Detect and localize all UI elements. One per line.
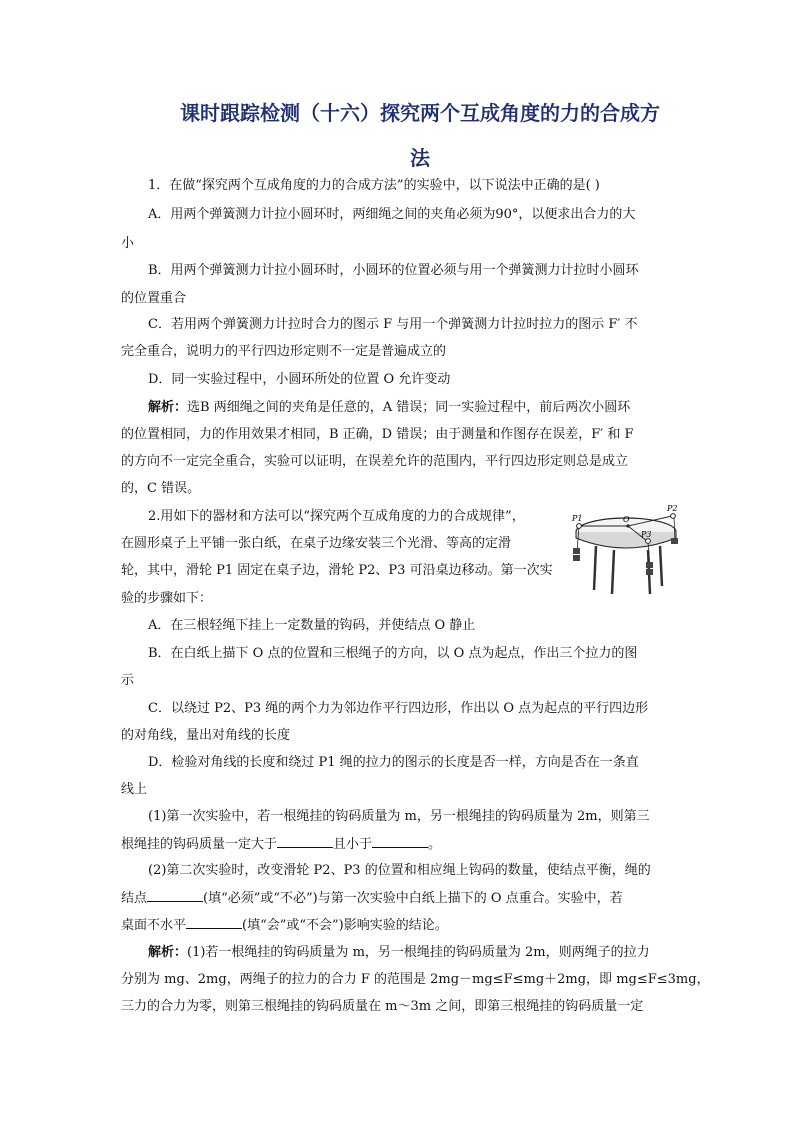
answer-blank-knot[interactable] xyxy=(147,889,203,902)
q1-answer-line-2: 的位置相同，力的作用效果才相同，B 正确，D 错误；由于测量和作图存在误差，F′ 和 F xyxy=(121,427,634,442)
q1-option-c-line-2: 完全重合，说明力的平行四边形定则不一定是普遍成立的 xyxy=(121,344,447,359)
q2-part-2-text-c: 桌面不水平 xyxy=(121,918,187,933)
answer-blank-level[interactable] xyxy=(186,916,242,929)
q2-part-1-text-a: 根绳挂的钩码质量一定大于 xyxy=(121,837,278,852)
q1-option-a-line-1: A．用两个弹簧测力计拉小圆环时，两细绳之间的夹角必须为90°，以便求出合力的大 xyxy=(148,207,636,222)
q1-answer-text: 选B 两细绳之间的夹角是任意的，A 错误；同一实验过程中，前后两次小圆环 xyxy=(187,400,631,415)
q1-option-a-line-2: 小 xyxy=(121,236,135,251)
pulley-p1 xyxy=(577,524,582,529)
q2-part-2-line-1: (2)第二次实验时，改变滑轮 P2、P3 的位置和相应绳上钩码的数量，使结点平衡，绳的 xyxy=(148,863,651,878)
answer-blank-lower[interactable] xyxy=(277,835,333,848)
page-title-line-2: 法 xyxy=(410,146,430,170)
q1-option-c-line-1: C．若用两个弹簧测力计拉时合力的图示 F 与用一个弹簧测力计拉时拉力的图示 F′ 不 xyxy=(148,317,638,332)
q1-answer-label: 解析： xyxy=(148,400,188,415)
q2-part-1-text-c: 。 xyxy=(428,837,442,852)
round-table-diagram xyxy=(568,504,686,596)
label-p3: P3 xyxy=(641,530,652,539)
q2-part-2-text-a: 结点 xyxy=(121,891,148,906)
label-p2: P2 xyxy=(667,504,678,513)
q2-part-2-line-2 xyxy=(121,889,623,908)
q1-stem: 1．在做“探究两个互成角度的力的合成方法”的实验中，以下说法中正确的是( ) xyxy=(148,178,600,193)
q1-answer-line-3: 的方向不一定完全重合，实验可以证明，在误差允许的范围内，平行四边形定则总是成立 xyxy=(121,454,629,469)
q2-intro-line-3: 轮，其中，滑轮 P1 固定在桌子边，滑轮 P2、P3 可沿桌边移动。第一次实 xyxy=(121,563,553,578)
q2-step-b-line-2: 示 xyxy=(121,673,135,688)
q2-intro-line-2: 在圆形桌子上平铺一张白纸，在桌子边缘安装三个光滑、等高的定滑 xyxy=(121,536,512,551)
q2-step-c-line-2: 的对角线，量出对角线的长度 xyxy=(121,728,291,743)
q1-answer-line-4: 的，C 错误。 xyxy=(121,481,201,496)
q2-part-1-line-1: (1)第一次实验中，若一根绳挂的钩码质量为 m，另一根绳挂的钩码质量为 2m，则第三 xyxy=(148,809,650,824)
knot-o xyxy=(626,524,629,527)
q1-answer-line-1 xyxy=(148,399,630,417)
q2-intro-line-1: 2.用如下的器材和方法可以“探究两个互成角度的力的合成规律”， xyxy=(148,509,525,524)
q1-option-d: D．同一实验过程中，小圆环所处的位置 O 允许变动 xyxy=(148,372,451,387)
q2-part-1-text-b: 且小于 xyxy=(333,837,373,852)
q2-answer-text: (1)若一根绳挂的钩码质量为 m，另一根绳挂的钩码质量为 2m，则两绳子的拉力 xyxy=(187,945,650,960)
label-o: O xyxy=(623,515,630,524)
q2-step-a: A．在三根轻绳下挂上一定数量的钩码，并使结点 O 静止 xyxy=(148,618,476,633)
q2-step-b-line-1: B．在白纸上描下 O 点的位置和三根绳子的方向，以 O 点为起点，作出三个拉力的图 xyxy=(148,646,638,661)
q2-part-2-text-d: (填“会”或“不会”)影响实验的结论。 xyxy=(242,918,448,933)
q2-step-d-line-2: 线上 xyxy=(121,782,148,797)
pulley-p2 xyxy=(671,514,676,519)
q2-intro-line-4: 验的步骤如下： xyxy=(121,591,213,606)
q2-answer-line-1 xyxy=(148,944,650,962)
q1-option-b-line-2: 的位置重合 xyxy=(121,291,187,306)
table-edge xyxy=(576,532,676,548)
pulley-p3 xyxy=(646,539,651,544)
q2-step-d-line-1: D．检验对角线的长度和绕过 P1 绳的拉力的图示的长度是否一样，方向是否在一条直 xyxy=(148,755,639,770)
q2-answer-line-2: 分别为 mg、2mg，两绳子的拉力的合力 F 的范围是 2mg－mg≤F≤mg＋2mg，即 mg≤F≤3mg， xyxy=(121,972,710,987)
q2-part-2-line-3 xyxy=(121,916,448,935)
q2-part-2-text-b: (填“必须”或“不必”)与第一次实验中白纸上描下的 O 点重合。实验中，若 xyxy=(203,891,623,906)
q2-answer-label: 解析： xyxy=(148,945,188,960)
q2-answer-line-3: 三力的合力为零，则第三根绳挂的钩码质量在 m～3m 之间，即第三根绳挂的钩码质量一定 xyxy=(121,999,644,1014)
q2-step-c-line-1: C．以绕过 P2、P3 绳的两个力为邻边作平行四边形，作出以 O 点为起点的平行四边形 xyxy=(148,701,649,716)
answer-blank-upper[interactable] xyxy=(372,835,428,848)
label-p1: P1 xyxy=(572,514,583,523)
q2-part-1-line-2 xyxy=(121,835,441,854)
q1-option-b-line-1: B．用两个弹簧测力计拉小圆环时，小圆环的位置必须与用一个弹簧测力计拉时小圆环 xyxy=(148,263,639,278)
page-title-line-1: 课时跟踪检测（十六）探究两个互成角度的力的合成方 xyxy=(180,101,660,125)
